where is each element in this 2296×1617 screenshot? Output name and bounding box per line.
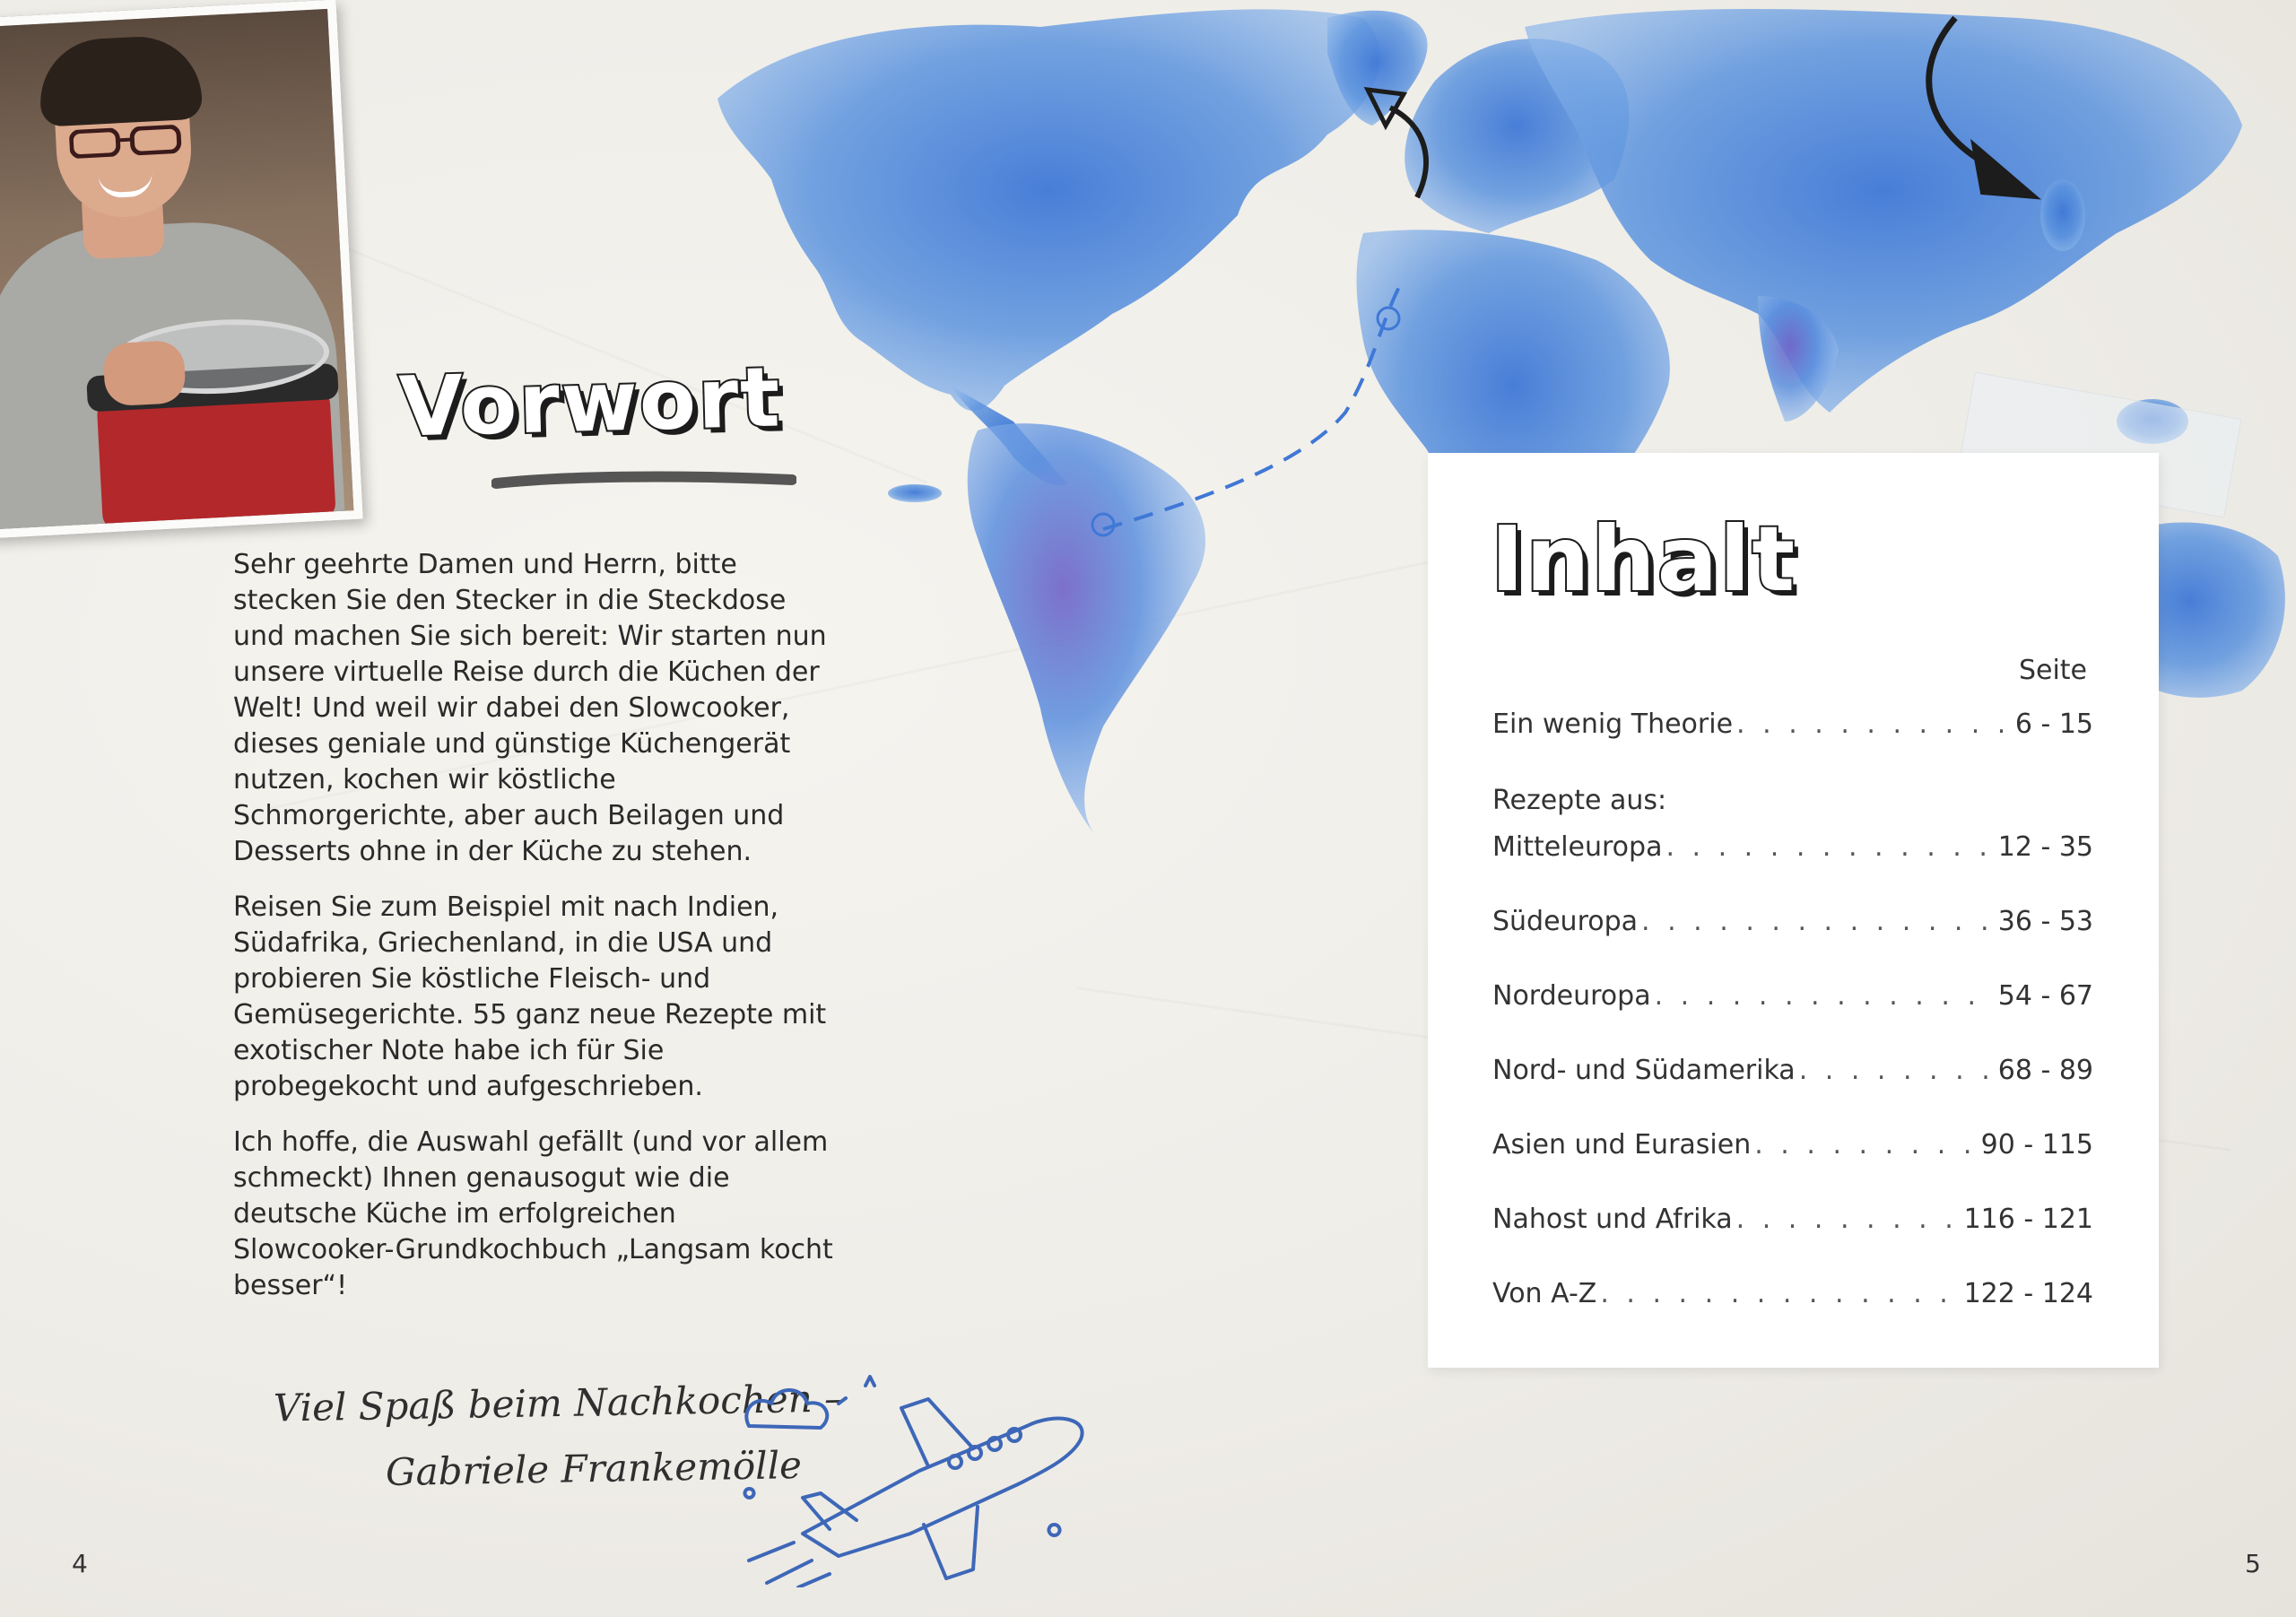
toc-leader-dots [1641,906,1995,937]
toc-entry-label: Südeuropa [1492,906,1639,937]
vorwort-paragraph: Ich hoffe, die Auswahl gefällt (und vor allem schmeckt) Ihnen genausogut wie die deutsche Küche im erfolgreichen Slowcooker-Grundkochbuch „Langsam kocht besser“! [233,1126,833,1301]
toc-entry[interactable] [1492,1129,2093,1161]
vorwort-paragraph: Sehr geehrte Damen und Herrn, bitte stecken Sie den Stecker in die Steckdose und machen Sie sich bereit: Wir starten nun unsere virtuelle Reise durch die Küchen der Welt! Und weil wir dabei den Slowcooker, dieses geniale und günstige Küchengerät nutzen, kochen wir köstliche Schmorgerichte, aber auch Beilagen und Desserts ohne in der Küche zu stehen. [233,549,827,867]
toc-leader-dots [1600,1278,1960,1309]
curved-arrow-icon [1901,9,2045,206]
toc-leader-dots [1799,1055,1995,1086]
toc-leader-dots [1754,1129,1977,1161]
toc-entry[interactable] [1492,1278,2093,1309]
inhalt-heading: Inhalt [1491,507,1797,612]
toc-entry-pages: 116 - 121 [1963,1204,2093,1235]
toc-leader-dots [1655,980,1995,1012]
vorwort-paragraph: Reisen Sie zum Beispiel mit nach Indien, Südafrika, Griechenland, in die USA und probieren Sie köstliche Fleisch- und Gemüsegerichte. 55 ganz neue Rezepte mit exotischer Note habe ich für Sie probegekocht und aufgeschrieben. [233,891,827,1102]
island [2040,179,2085,251]
toc-entry[interactable] [1492,709,2093,740]
toc-entry-label: Nahost und Afrika [1492,1204,1733,1235]
toc-entry-label: Mitteleuropa [1492,831,1663,863]
curved-arrow-icon [1354,72,1453,206]
toc-entry-pages: 90 - 115 [1980,1129,2093,1161]
toc-leader-dots [1665,831,1994,863]
vorwort-heading: Vorwort [397,349,783,456]
signature-greeting: Viel Spaß beim Nachkochen – [273,1376,844,1430]
toc-leader-dots [1736,709,2012,740]
toc-entry[interactable] [1492,1055,2093,1086]
toc-entry[interactable] [1492,831,2093,863]
toc-leader-dots [1736,1204,1961,1235]
toc-entry-pages: 68 - 89 [1997,1055,2093,1086]
island [888,484,942,502]
toc-entry-label: Asien und Eurasien [1492,1129,1752,1161]
toc-entry-label: Nordeuropa [1492,980,1651,1012]
author-photo [0,0,363,539]
airplane-icon [731,1372,1108,1587]
toc-entry-pages: 36 - 53 [1997,906,2093,937]
toc-entry[interactable] [1492,906,2093,937]
toc-entry-label: Von A-Z [1492,1278,1597,1309]
toc-entry-pages: 54 - 67 [1997,980,2093,1012]
toc-rezepte-label: Rezepte aus: [1492,785,1667,816]
toc-entry[interactable] [1492,980,2093,1012]
page-number-left: 4 [72,1549,88,1578]
heading-underline [491,471,796,491]
toc-entry[interactable] [1492,1204,2093,1235]
toc-entry-label: Ein wenig Theorie [1492,709,1734,740]
signature-name: Gabriele Frankemölle [385,1442,803,1495]
vorwort-body [233,547,843,1324]
toc-seite-label: Seite [2018,655,2087,686]
cloud-icon [746,1390,827,1428]
continent-north-america [718,9,1380,411]
page-number-right: 5 [2245,1549,2261,1578]
continent-south-america [968,423,1205,834]
toc-entry-pages: 122 - 124 [1963,1278,2093,1309]
toc-entry-pages: 6 - 15 [2014,709,2093,740]
toc-entry-label: Nord- und Südamerika [1492,1055,1796,1086]
toc-entry-pages: 12 - 35 [1997,831,2093,863]
